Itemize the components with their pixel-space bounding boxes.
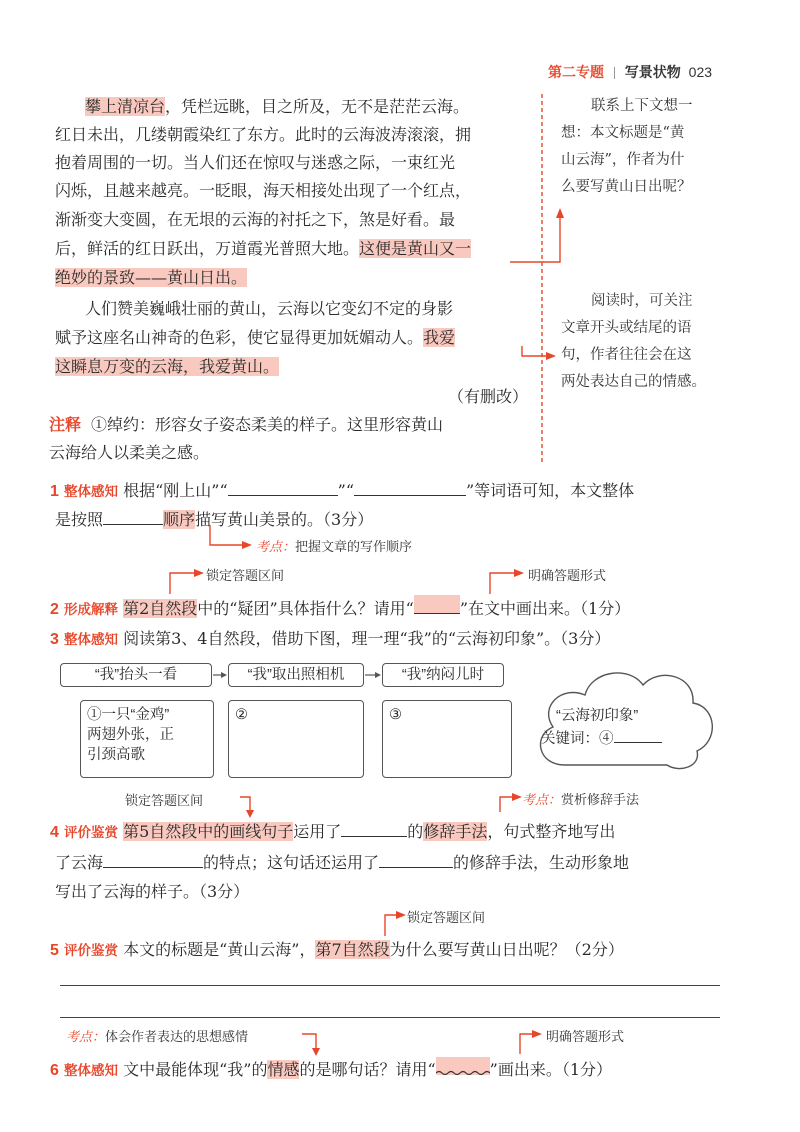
question-number: 3 bbox=[50, 631, 59, 648]
passage-line: 后，鲜活的红日跃出，万道霞光普照大地。 bbox=[55, 239, 360, 258]
source-note: （有删改） bbox=[448, 387, 529, 406]
annotation-form-2: 明确答题形式 bbox=[528, 569, 607, 584]
wavy-underline-symbol bbox=[436, 1057, 490, 1075]
box-text: 两翅外张，正 bbox=[87, 727, 174, 743]
side-note-line: 联系上下文想一 bbox=[591, 98, 693, 114]
question-text: ”等词语可知，本文整体 bbox=[466, 481, 635, 500]
question-tag: 评价鉴赏 bbox=[64, 943, 118, 958]
question-text: 本文的标题是“黄山云海”， bbox=[123, 940, 316, 959]
passage-line: 渐渐变大变圆，在无垠的云海的衬托之下，煞是好看。最 bbox=[55, 210, 456, 229]
header-topic: 写景状物 bbox=[624, 64, 681, 80]
question-text: ”在文中画出来。（1分） bbox=[459, 599, 631, 618]
cloud-keyword-label: 关键词：④ bbox=[541, 731, 614, 747]
kaodian-text: 体会作者表达的思想感情 bbox=[105, 1030, 249, 1045]
highlight-keyword: 修辞手法 bbox=[423, 822, 488, 841]
question-text: ”画出来。（1分） bbox=[489, 1060, 613, 1079]
highlight-keyword: 第5自然段中的画线句子 bbox=[123, 822, 294, 841]
note-label: 注释 bbox=[49, 417, 82, 434]
highlight-keyword: 顺序 bbox=[163, 510, 196, 529]
question-6 bbox=[50, 1057, 612, 1080]
kaodian-text: 把握文章的写作顺序 bbox=[295, 540, 413, 555]
box-text: ② bbox=[235, 707, 248, 723]
diagram-label-2: “我”取出照相机 bbox=[228, 663, 364, 687]
highlight-sentence: 这便是黄山又一 bbox=[359, 239, 472, 258]
question-text: 根据“刚上山”“ bbox=[123, 481, 228, 500]
side-note-line: 两处表达自己的情感。 bbox=[561, 374, 706, 390]
question-text: 运用了 bbox=[293, 822, 342, 841]
diagram-label-1: “我”抬头一看 bbox=[60, 663, 212, 687]
highlight-sentence: 这瞬息万变的云海，我爱黄山。 bbox=[55, 357, 280, 376]
question-text: ，句式整齐地写出 bbox=[487, 822, 616, 841]
question-text: 的特点；这句话还运用了 bbox=[203, 853, 380, 872]
question-text: 是按照 bbox=[55, 510, 104, 529]
passage-line: 红日未出，几缕朝霞染红了东方。此时的云海波涛滚滚，拥 bbox=[55, 125, 472, 144]
annotation-zone-5: 锁定答题区间 bbox=[407, 911, 486, 926]
highlight-keyword: 第7自然段 bbox=[315, 940, 390, 959]
kaodian-label: 考点： bbox=[256, 540, 296, 555]
question-tag: 形成解释 bbox=[64, 602, 118, 617]
annotation-zone-4: 锁定答题区间 bbox=[125, 794, 204, 809]
passage-line: 人们赞美巍峨壮丽的黄山，云海以它变幻不定的身影 bbox=[85, 299, 454, 318]
question-text: 的修辞手法，生动形象地 bbox=[453, 853, 630, 872]
question-text: 的 bbox=[407, 822, 424, 841]
question-tag: 整体感知 bbox=[64, 632, 118, 647]
side-note-line: 阅读时，可关注 bbox=[591, 293, 693, 309]
box-text: 引颈高歌 bbox=[87, 747, 145, 763]
kaodian-text: 赏析修辞手法 bbox=[561, 793, 640, 808]
passage-line: 赋予这座名山神奇的色彩，使它显得更加妩媚动人。 bbox=[55, 328, 424, 347]
question-text: 文中最能体现“我”的 bbox=[123, 1060, 268, 1079]
cloud-title: “云海初印象” bbox=[556, 708, 639, 724]
question-tag: 评价鉴赏 bbox=[64, 825, 118, 840]
question-4-cont2: 写出了云海的样子。（3分） bbox=[55, 882, 250, 901]
question-text: 阅读第3、4自然段，借助下图，理一理“我”的“云海初印象”。（3分） bbox=[123, 629, 611, 648]
question-tag: 整体感知 bbox=[64, 1063, 118, 1078]
question-number: 5 bbox=[50, 942, 59, 959]
question-text: ”“ bbox=[337, 481, 354, 500]
question-text: 了云海 bbox=[55, 853, 104, 872]
highlight-keyword: 第2自然段 bbox=[123, 599, 198, 618]
question-text: 描写黄山美景的。（3分） bbox=[195, 510, 374, 529]
highlight-sentence: 绝妙的景致——黄山日出。 bbox=[55, 268, 248, 287]
side-note-line: 句，作者往往会在这 bbox=[561, 347, 692, 363]
question-number: 2 bbox=[50, 601, 59, 618]
side-note-line: 么要写黄山日出呢？ bbox=[561, 179, 692, 195]
diagram-label-3: “我”纳闷儿时 bbox=[382, 663, 504, 687]
passage-line: 抱着周围的一切。当人们还在惊叹与迷惑之际，一束红光 bbox=[55, 153, 456, 172]
question-text: 的是哪句话？请用“ bbox=[299, 1060, 436, 1079]
note-text: ①绰约：形容女子姿态柔美的样子。这里形容黄山 bbox=[91, 415, 444, 434]
highlight-sentence: 我爱 bbox=[423, 328, 456, 347]
passage-line: ，凭栏远眺，目之所及，无不是茫茫云海。 bbox=[165, 97, 470, 116]
highlight-phrase: 攀上清凉台 bbox=[85, 97, 166, 116]
passage-line: 闪烁，且越来越亮。一眨眼，海天相接处出现了一个红点， bbox=[55, 181, 472, 200]
question-tag: 整体感知 bbox=[64, 484, 118, 499]
side-note-line: 山云海”，作者为什 bbox=[561, 152, 685, 168]
side-note-line: 文章开头或结尾的语 bbox=[561, 320, 692, 336]
page-number: 023 bbox=[688, 64, 713, 80]
kaodian-label: 考点： bbox=[66, 1030, 106, 1045]
box-text: ③ bbox=[389, 707, 402, 723]
side-note-line: 想：本文标题是“黄 bbox=[561, 125, 685, 141]
question-number: 1 bbox=[50, 483, 59, 500]
question-number: 6 bbox=[50, 1062, 59, 1079]
question-number: 4 bbox=[50, 824, 59, 841]
box-text: ①一只“金鸡” bbox=[87, 707, 170, 723]
highlight-keyword: 情感 bbox=[267, 1060, 300, 1079]
kaodian-label: 考点： bbox=[522, 793, 562, 808]
question-text: 为什么要写黄山日出呢？（2分） bbox=[389, 940, 624, 959]
header-section: 第二专题 bbox=[548, 64, 604, 80]
annotation-zone-2: 锁定答题区间 bbox=[206, 569, 285, 584]
note-text: 云海给人以柔美之感。 bbox=[49, 443, 210, 462]
question-text: 中的“疑团”具体指什么？请用“ bbox=[197, 599, 414, 618]
annotation-form-6: 明确答题形式 bbox=[546, 1030, 625, 1045]
